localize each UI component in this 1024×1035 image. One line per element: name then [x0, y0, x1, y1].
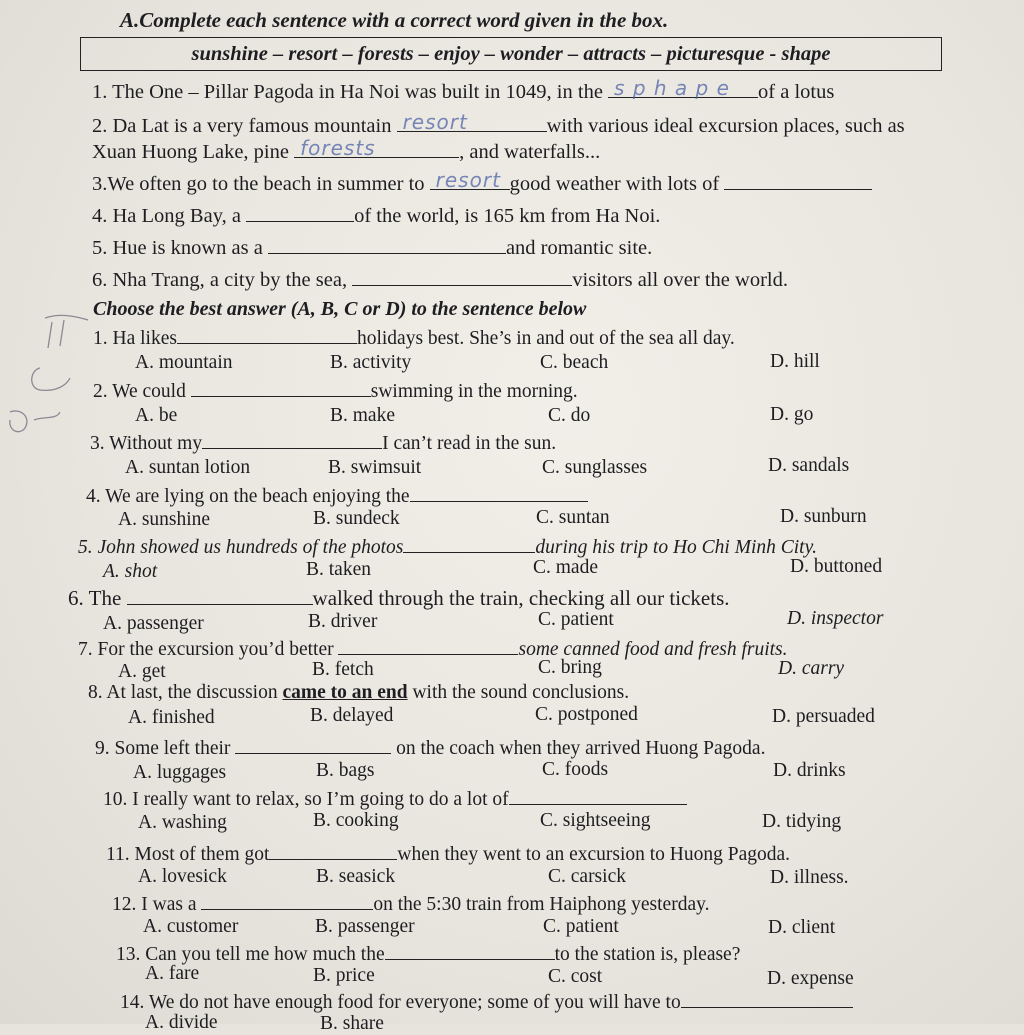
option-b[interactable]: B. driver: [308, 611, 378, 632]
question-1: 1. Ha likes holidays best. She’s in and out of the sea all day.: [93, 325, 735, 351]
option-a[interactable]: A. sunshine: [118, 509, 211, 530]
option-d[interactable]: D. sandals: [768, 455, 850, 476]
option-c[interactable]: C. foods: [542, 759, 609, 780]
sentence-a2-continued: Xuan Huong Lake, pine forests , and waterfalls...: [92, 136, 601, 163]
answer-blank[interactable]: [246, 203, 354, 222]
answer-blank[interactable]: [269, 841, 397, 860]
option-b[interactable]: B. swimsuit: [328, 457, 422, 478]
option-a[interactable]: A. customer: [143, 916, 239, 937]
answer-blank[interactable]: [385, 941, 555, 960]
option-b[interactable]: B. fetch: [312, 659, 374, 680]
answer-blank[interactable]: [509, 786, 687, 805]
option-b[interactable]: B. seasick: [316, 866, 396, 887]
handwritten-answer: resort: [435, 168, 501, 192]
option-d[interactable]: D. hill: [770, 351, 820, 372]
option-a[interactable]: A. washing: [138, 812, 227, 833]
question-11: 11. Most of them got when they went to an excursion to Huong Pagoda.: [106, 841, 790, 867]
option-b[interactable]: B. share: [320, 1013, 384, 1034]
option-b[interactable]: B. price: [313, 965, 375, 986]
answer-blank[interactable]: [202, 430, 382, 449]
option-c[interactable]: C. sunglasses: [542, 457, 648, 478]
option-c[interactable]: C. do: [548, 405, 591, 426]
handwritten-answer: resort: [402, 110, 468, 134]
option-a[interactable]: A. fare: [145, 963, 200, 984]
sentence-a6: 6. Nha Trang, a city by the sea, visitors all over the world.: [92, 269, 788, 291]
option-c[interactable]: C. beach: [540, 352, 609, 373]
option-d[interactable]: D. expense: [767, 968, 854, 989]
option-b[interactable]: B. bags: [316, 760, 375, 781]
question-3: 3. Without my I can’t read in the sun.: [90, 430, 556, 456]
question-8: 8. At last, the discussion came to an end with the sound conclusions.: [88, 682, 630, 703]
question-4: 4. We are lying on the beach enjoying the: [86, 483, 588, 509]
answer-blank[interactable]: [127, 586, 313, 605]
option-a[interactable]: A. finished: [128, 707, 215, 728]
option-a[interactable]: A. divide: [145, 1012, 218, 1033]
option-c[interactable]: C. postponed: [535, 704, 638, 725]
question-2: 2. We could swimming in the morning.: [93, 378, 578, 404]
answer-blank[interactable]: [397, 110, 547, 134]
option-d[interactable]: D. carry: [778, 658, 845, 679]
answer-blank[interactable]: [403, 534, 535, 553]
question-12: 12. I was a on the 5:30 train from Haiphong yesterday.: [112, 891, 709, 917]
pencil-scribble-icon: [0, 308, 100, 448]
option-d[interactable]: D. client: [768, 917, 836, 938]
option-d[interactable]: D. go: [770, 404, 814, 425]
option-d[interactable]: D. sunburn: [780, 506, 867, 527]
question-5: 5. John showed us hundreds of the photos during his trip to Ho Chi Minh City.: [78, 534, 817, 560]
answer-blank[interactable]: [177, 325, 357, 344]
option-b[interactable]: B. activity: [330, 352, 412, 373]
answer-blank[interactable]: [294, 136, 459, 160]
option-c[interactable]: C. sightseeing: [540, 810, 651, 831]
question-6: 6. The walked through the train, checking all our tickets.: [68, 586, 730, 610]
handwritten-answer: s p h a p e: [614, 76, 730, 100]
option-c[interactable]: C. made: [533, 557, 598, 578]
answer-blank[interactable]: [681, 989, 853, 1008]
sentence-a2: 2. Da Lat is a very famous mountain resort with various ideal excursion places, such as: [92, 110, 905, 137]
exercise-a-title: A.Complete each sentence with a correct word given in the box.: [120, 8, 669, 32]
option-c[interactable]: C. bring: [538, 657, 602, 678]
answer-blank[interactable]: [268, 235, 506, 254]
answer-blank[interactable]: [352, 267, 572, 286]
option-a[interactable]: A. be: [135, 405, 178, 426]
option-d[interactable]: D. buttoned: [790, 556, 883, 577]
option-b[interactable]: B. taken: [306, 559, 371, 580]
sentence-a1: 1. The One – Pillar Pagoda in Ha Noi was built in 1049, in the s p h a p e of a lotus: [92, 76, 835, 103]
answer-blank[interactable]: [201, 891, 373, 910]
option-a[interactable]: A. lovesick: [138, 866, 227, 887]
question-9: 9. Some left their on the coach when they arrived Huong Pagoda.: [95, 735, 765, 761]
sentence-a5: 5. Hue is known as a and romantic site.: [92, 237, 653, 259]
question-7: 7. For the excursion you’d better some canned food and fresh fruits.: [78, 636, 788, 662]
question-14: 14. We do not have enough food for everyone; some of you will have to: [120, 989, 853, 1015]
option-c[interactable]: C. cost: [548, 966, 603, 987]
option-c[interactable]: C. suntan: [536, 507, 610, 528]
option-a[interactable]: A. suntan lotion: [125, 457, 251, 478]
word-box: [80, 37, 942, 71]
option-d[interactable]: D. persuaded: [772, 706, 875, 727]
answer-blank[interactable]: [724, 171, 872, 190]
exercise-b-title: Choose the best answer (A, B, C or D) to the sentence below: [93, 298, 587, 320]
option-d[interactable]: D. inspector: [787, 608, 884, 629]
option-d[interactable]: D. drinks: [773, 760, 846, 781]
option-c[interactable]: C. carsick: [548, 866, 626, 887]
option-a[interactable]: A. mountain: [135, 352, 233, 373]
sentence-a4: 4. Ha Long Bay, a of the world, is 165 km from Ha Noi.: [92, 205, 661, 227]
option-b[interactable]: B. cooking: [313, 810, 399, 831]
question-10: 10. I really want to relax, so I’m going to do a lot of: [103, 786, 687, 812]
answer-blank[interactable]: [338, 636, 518, 655]
option-a[interactable]: A. get: [118, 661, 166, 682]
underlined-phrase: came to an end: [282, 682, 408, 703]
word-box-text: sunshine – resort – forests – enjoy – wonder – attracts – picturesque - shape: [191, 43, 831, 65]
option-c[interactable]: C. patient: [538, 609, 614, 630]
option-d[interactable]: D. illness.: [770, 867, 849, 888]
question-13: 13. Can you tell me how much the to the station is, please?: [116, 941, 740, 967]
answer-blank[interactable]: [430, 168, 510, 192]
option-b[interactable]: B. make: [330, 405, 395, 426]
option-a[interactable]: A. passenger: [103, 613, 204, 634]
option-a[interactable]: A. shot: [103, 561, 158, 582]
option-d[interactable]: D. tidying: [762, 811, 842, 832]
handwritten-answer: forests: [300, 136, 376, 160]
option-b[interactable]: B. passenger: [315, 916, 415, 937]
answer-blank[interactable]: [191, 378, 371, 397]
option-b[interactable]: B. sundeck: [313, 508, 400, 529]
answer-blank[interactable]: [608, 76, 758, 100]
answer-blank[interactable]: [410, 483, 588, 502]
option-b[interactable]: B. delayed: [310, 705, 394, 726]
option-a[interactable]: A. luggages: [133, 762, 227, 783]
sentence-a3: 3.We often go to the beach in summer to resort good weather with lots of: [92, 171, 872, 196]
option-c[interactable]: C. patient: [543, 916, 619, 937]
answer-blank[interactable]: [235, 735, 391, 754]
